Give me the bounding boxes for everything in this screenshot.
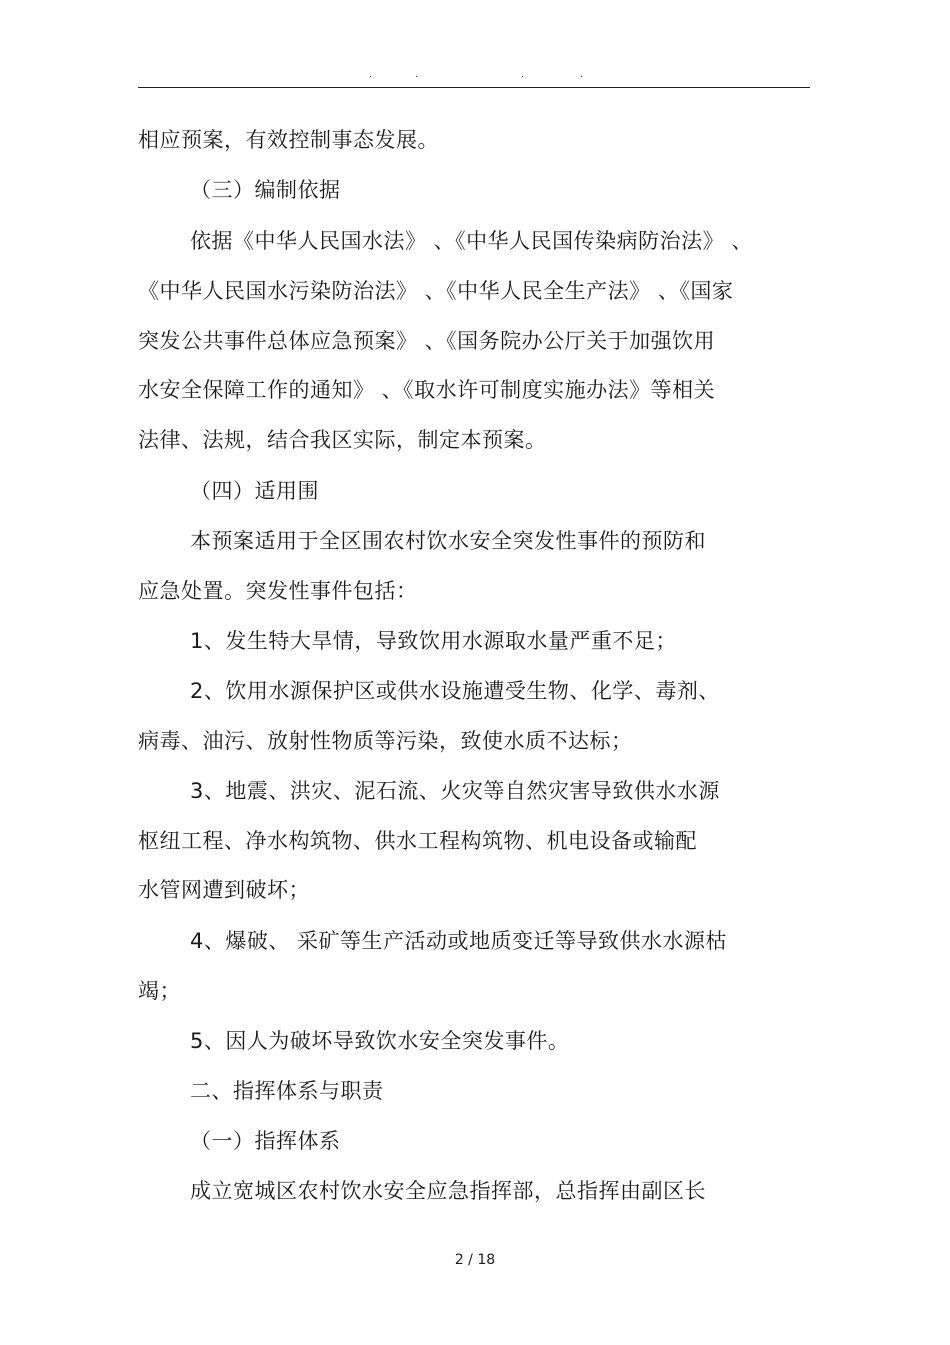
section-heading: （四）适用围	[190, 479, 319, 503]
section-heading: （一）指挥体系	[190, 1129, 341, 1153]
list-item: 枢纽工程、净水构筑物、供水工程构筑物、机电设备或输配	[138, 829, 697, 853]
header-dot: .	[580, 69, 584, 80]
list-item: 1、发生特大旱情，导致饮用水源取水量严重不足；	[190, 629, 677, 653]
header-dot: .	[521, 69, 525, 80]
list-item: 5、因人为破坏导致饮水安全突发事件。	[190, 1029, 570, 1053]
section-heading: 二、指挥体系与职责	[190, 1079, 384, 1103]
paragraph-line: 依据《中华人民国水法》 、《中华人民国传染病防治法》 、	[190, 229, 753, 253]
paragraph-line: 法律、法规，结合我区实际，制定本预案。	[138, 428, 547, 452]
list-item: 2、饮用水源保护区或供水设施遭受生物、化学、毒剂、	[190, 679, 720, 703]
header-dot: .	[369, 69, 373, 80]
header-rule	[138, 87, 810, 88]
list-item: 水管网遭到破坏；	[138, 878, 310, 902]
list-item: 3、地震、洪灾、泥石流、火灾等自然灾害导致供水水源	[190, 779, 720, 803]
paragraph-line: 水安全保障工作的通知》 、《取水许可制度实施办法》等相关	[138, 378, 716, 402]
paragraph-line: 应急处置。突发性事件包括：	[138, 579, 418, 603]
list-item: 4、爆破、 采矿等生产活动或地质变迁等导致供水水源枯	[190, 929, 728, 953]
paragraph-line: 成立宽城区农村饮水安全应急指挥部，总指挥由副区长	[190, 1179, 706, 1203]
page-number: 2 / 18	[454, 1252, 496, 1268]
paragraph-line: 本预案适用于全区围农村饮水安全突发性事件的预防和	[190, 529, 706, 553]
list-item: 病毒、油污、放射性物质等污染，致使水质不达标；	[138, 729, 633, 753]
section-heading: （三）编制依据	[190, 178, 341, 202]
header-dot: .	[415, 69, 419, 80]
paragraph-line: 《中华人民国水污染防治法》 、《中华人民全生产法》 、《国家	[138, 279, 734, 303]
list-item: 竭；	[138, 979, 181, 1003]
paragraph-line: 突发公共事件总体应急预案》 、《国务院办公厅关于加强饮用	[138, 329, 716, 353]
paragraph-line: 相应预案，有效控制事态发展。	[138, 128, 439, 152]
